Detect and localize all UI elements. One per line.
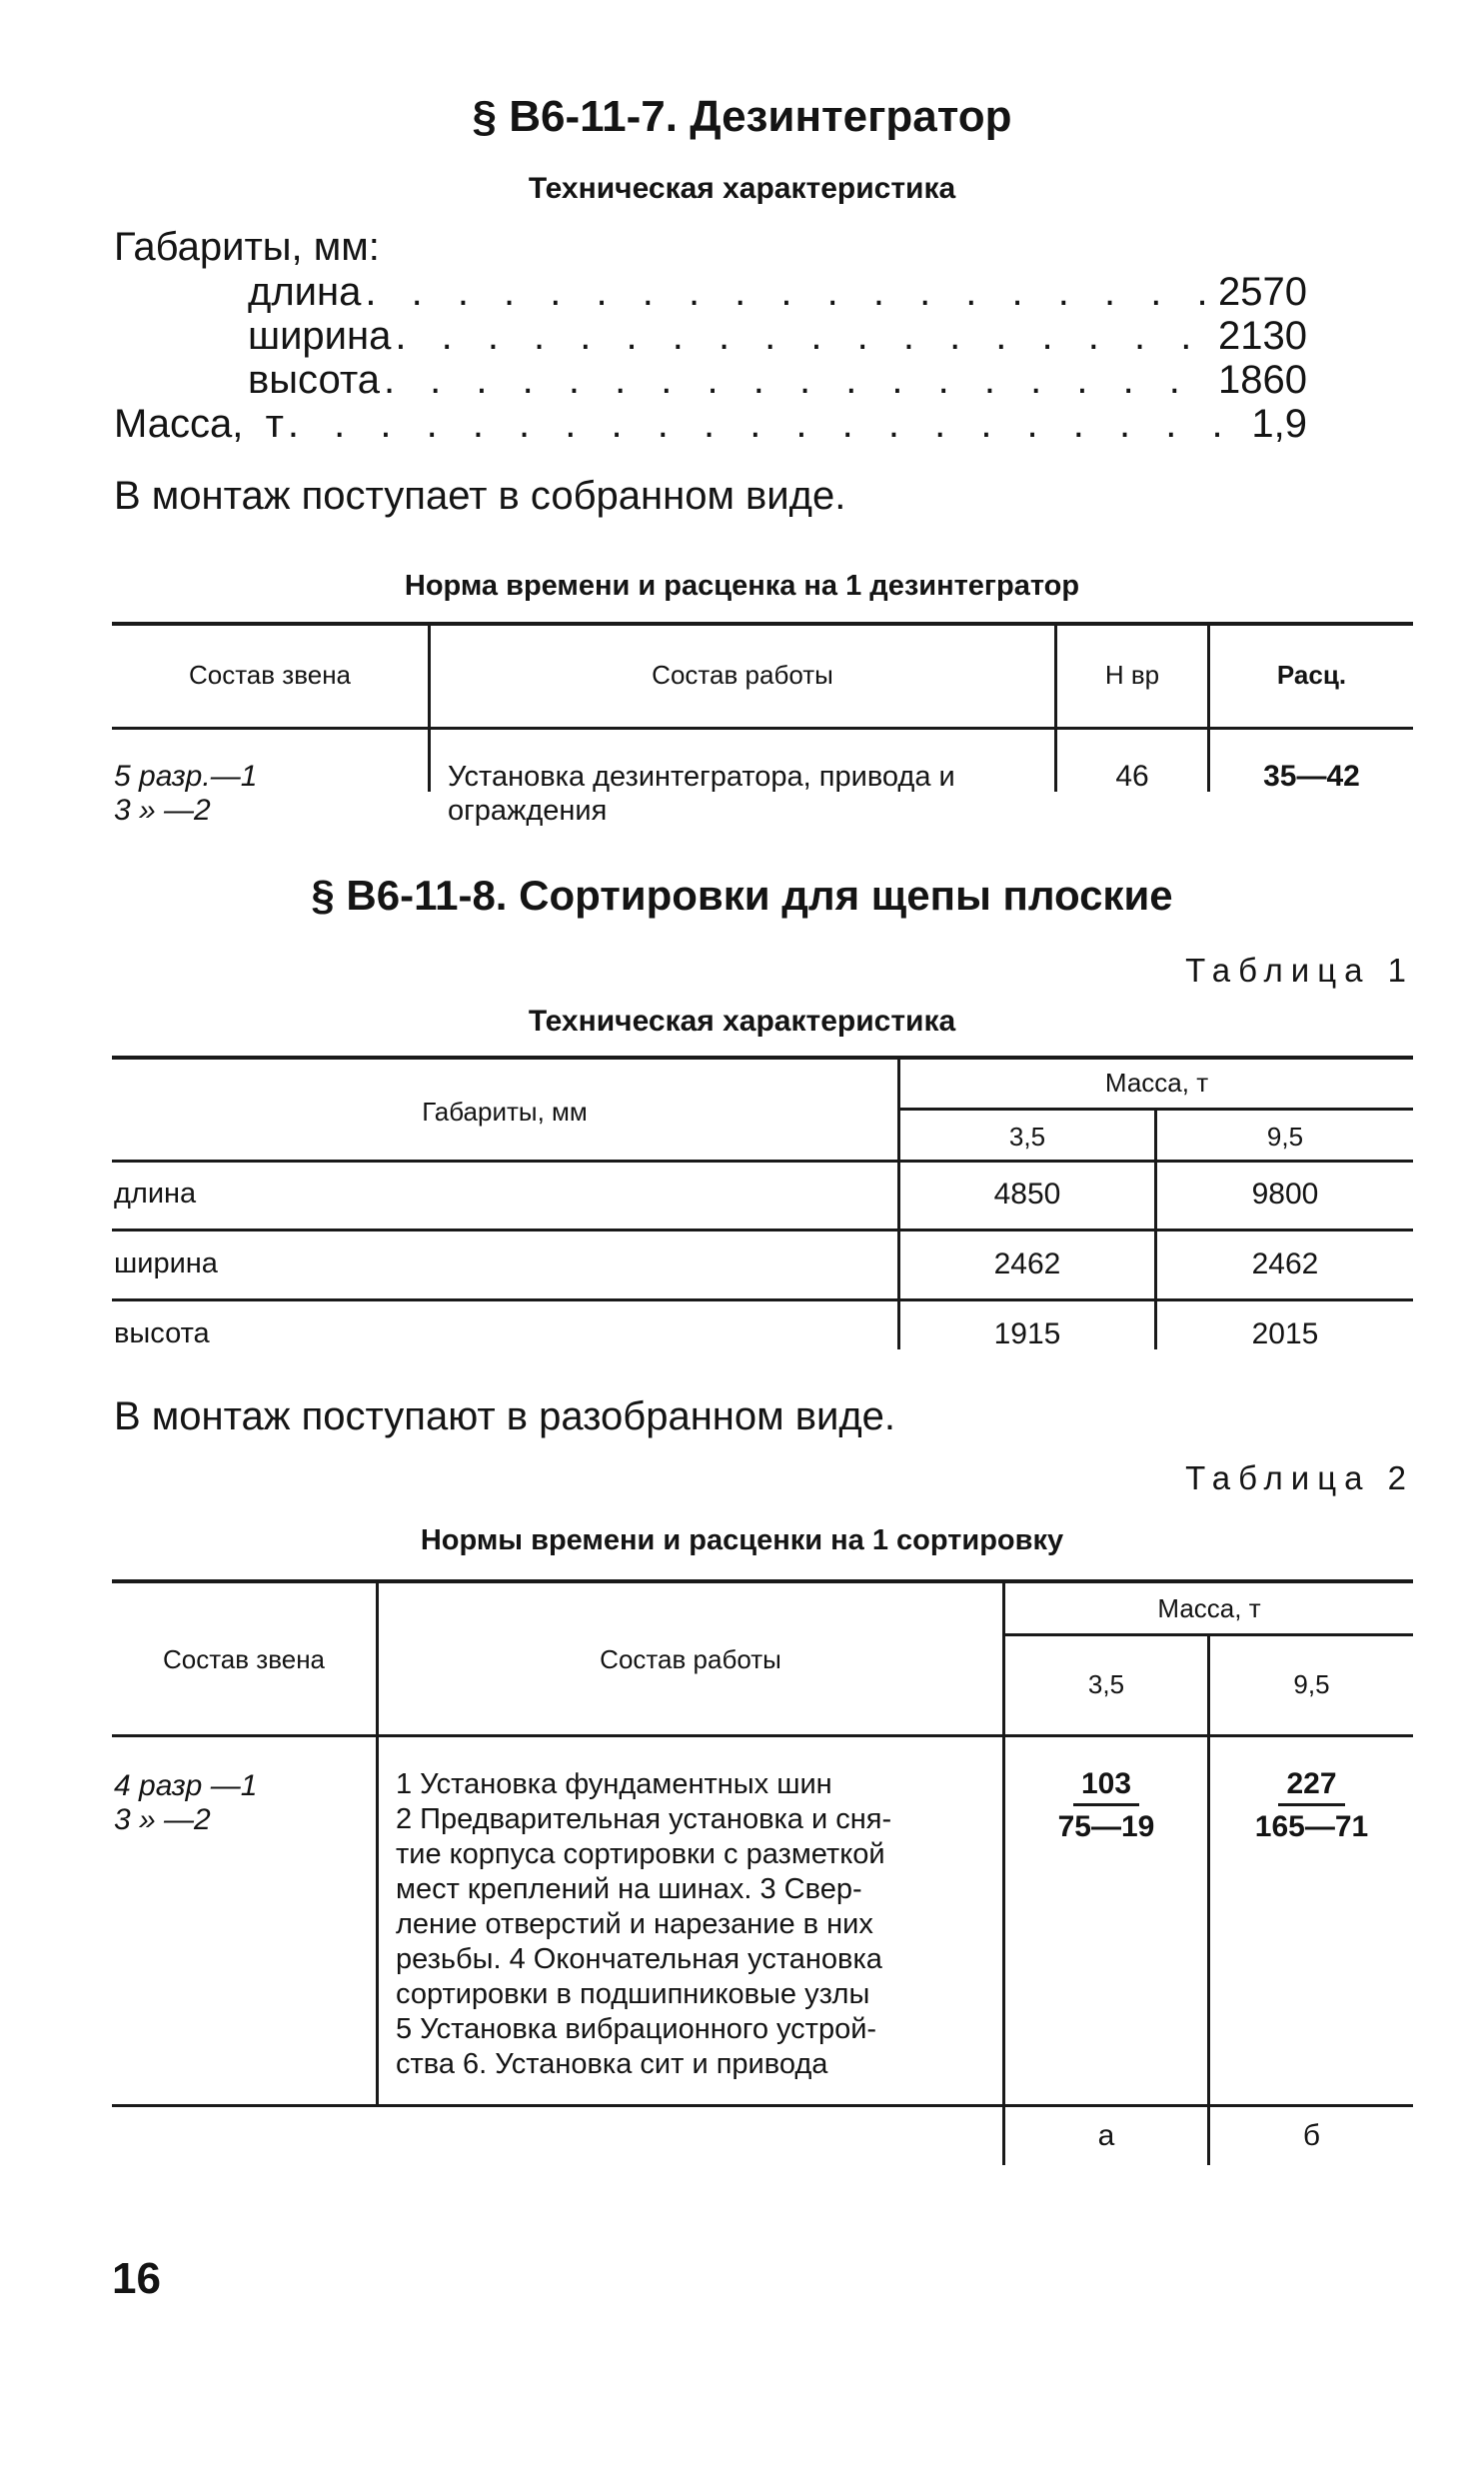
t1-top-rule bbox=[112, 1056, 1413, 1060]
t1-cell-height-9-5: 2015 bbox=[1251, 1317, 1319, 1350]
t2-bottom-rule bbox=[112, 2104, 1413, 2107]
table1-rasc: 35—42 bbox=[1263, 760, 1360, 793]
t2-norm-3-5: $\frac{103}{75—19}$ bbox=[1057, 1767, 1155, 1843]
spec-subtitle-1: Техническая характеристика bbox=[528, 172, 956, 205]
t2-footer-a: а bbox=[1097, 2119, 1115, 2152]
spec-gabarity: Габариты, мм: bbox=[114, 225, 380, 269]
table1-header-work: Состав работы bbox=[652, 660, 833, 690]
t2-header-mass: Масса, т bbox=[1157, 1593, 1261, 1623]
t2-crew: 4 разр —1 3 » —2 bbox=[114, 1769, 258, 1836]
page-number: 16 bbox=[112, 2254, 161, 2303]
spec-row-height: высота . . . 1860 bbox=[248, 358, 1307, 402]
t2-vline-3 bbox=[1207, 1635, 1210, 2165]
t2-norm-9-5: $\frac{227}{165—71}$ bbox=[1254, 1767, 1369, 1843]
spec-subtitle-2: Техническая характеристика bbox=[528, 1005, 956, 1038]
table-label-1: Таблица 1 bbox=[1185, 952, 1414, 989]
table1-header-rasc: Расц. bbox=[1276, 660, 1347, 690]
section-title-1: § В6-11-7. Дезинтегратор bbox=[472, 92, 1012, 141]
section-title-2: § В6-11-8. Сортировки для щепы плоские bbox=[311, 872, 1173, 919]
table1-hvr: 46 bbox=[1115, 760, 1149, 793]
table1-vline-1b bbox=[428, 730, 431, 792]
table1-header-hvr: Н вр bbox=[1104, 660, 1160, 690]
table-title-2: Нормы времени и расценки на 1 сортировку bbox=[420, 1524, 1064, 1556]
t2-header-work: Состав работы bbox=[600, 1644, 781, 1674]
t1-header-rule bbox=[112, 1160, 1413, 1163]
assembly-note-2: В монтаж поступают в разобранном виде. bbox=[114, 1394, 896, 1438]
table1-header-crew: Состав звена bbox=[188, 660, 352, 690]
t2-top-rule bbox=[112, 1579, 1413, 1583]
t1-cell-width-9-5: 2462 bbox=[1251, 1247, 1319, 1280]
table1-header-rule bbox=[112, 727, 1413, 730]
t1-row-rule-1 bbox=[112, 1229, 1413, 1232]
t1-cell-height-3-5: 1915 bbox=[993, 1317, 1061, 1350]
t1-header-mass: Масса, т bbox=[1104, 1068, 1209, 1098]
t1-header-9-5: 9,5 bbox=[1266, 1122, 1304, 1152]
assembly-note-1: В монтаж поступает в собранном виде. bbox=[114, 474, 846, 518]
t1-header-gabarity: Габариты, мм bbox=[422, 1097, 588, 1127]
t1-row-label-length: длина bbox=[114, 1178, 197, 1210]
spec-row-mass: Масса, т . . . 1,9 bbox=[114, 402, 1307, 446]
t1-row-rule-2 bbox=[112, 1298, 1413, 1301]
t2-header-3-5: 3,5 bbox=[1087, 1669, 1125, 1699]
t2-footer-b: б bbox=[1302, 2119, 1321, 2152]
t1-cell-length-9-5: 9800 bbox=[1251, 1178, 1319, 1211]
table-label-2: Таблица 2 bbox=[1185, 1459, 1414, 1496]
t1-row-label-height: высота bbox=[114, 1317, 210, 1349]
t1-header-3-5: 3,5 bbox=[1008, 1122, 1046, 1152]
t1-cell-length-3-5: 4850 bbox=[993, 1178, 1061, 1211]
table1-crew: 5 разр.—1 3 » —2 bbox=[114, 760, 258, 827]
spec-row-width: ширина . . . 2130 bbox=[248, 314, 1307, 358]
table-title-1: Норма времени и расценка на 1 дезинтегратор bbox=[404, 570, 1080, 602]
table1-top-rule bbox=[112, 622, 1413, 626]
t2-header-9-5: 9,5 bbox=[1293, 1669, 1330, 1699]
t1-cell-width-3-5: 2462 bbox=[993, 1247, 1061, 1280]
table1-work: Установка дезинтегратора, привода и ограждения bbox=[448, 761, 955, 827]
t2-header-rule bbox=[112, 1734, 1413, 1737]
t1-row-label-width: ширина bbox=[114, 1247, 218, 1279]
t2-header-crew: Состав звена bbox=[162, 1644, 326, 1674]
spec-row-length: длина . . . 2570 bbox=[248, 270, 1307, 314]
t2-work-description: 1 Установка фундаментных шин 2 Предварительная установка и сня- тие корпуса сортировки с разметкой мест креплений на шинах. 3 Свер- ление отверстий и нарезание в них резьбы. 4 Окончательная установка сортировки в подшипниковые узлы 5 Установка вибрационного устрой- ства 6. Установка сит и привода bbox=[396, 1768, 892, 2080]
